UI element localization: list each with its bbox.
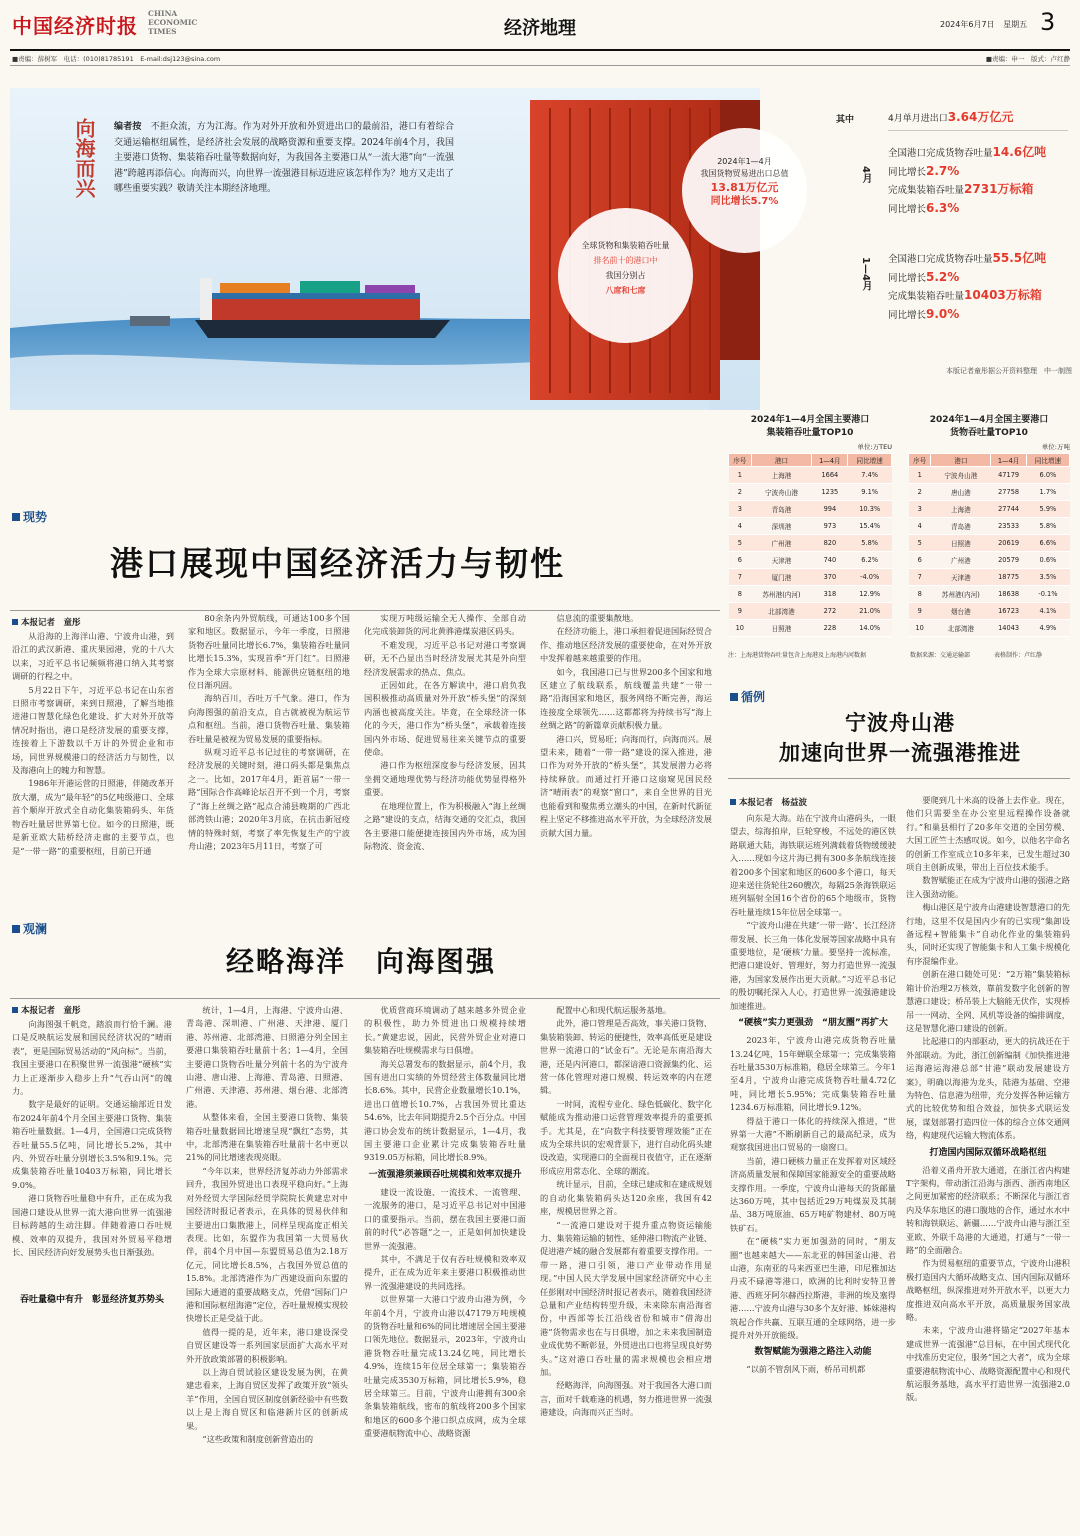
table-cell: 9 bbox=[729, 603, 752, 620]
paragraph: 海纳百川，吞吐万千气象。港口，作为向海图强的前沿支点，自古就被视为航运节点和枢纽。当前，港口货物吞吐量、集装箱吞吐量是被视为贸易发展的重要指标。 bbox=[188, 693, 350, 744]
table-cell: 4 bbox=[729, 518, 752, 535]
paragraph: 作为贸易枢纽的重要节点，宁波舟山港积极打造国内大循环战略支点、国内国际双循环战略枢纽，纵深推进对外开放水平，以更大力度推进双向高水平开放，高质量服务国家战略。 bbox=[906, 1258, 1070, 1323]
paragraph: 沿着义甬舟开放大通道，在浙江省内构建T字架构，带动浙江沿海与浙西、浙西南地区之间更加紧密的经济联系；不断深化与浙江省内及华东地区的港口腹地的合作，通过水水中转和海铁联运、新疆……宁波舟山港与浙江至亚欧、外联千岛港的大通道，打通与“一带一路”的全面融合。 bbox=[906, 1164, 1070, 1255]
table-cell: 973 bbox=[812, 518, 848, 535]
table-row bbox=[909, 501, 1070, 518]
table-cell: 上海港 bbox=[751, 467, 812, 484]
section-tag-xianshi: 现势 bbox=[12, 508, 47, 525]
hero-credit: 本版记者童彤据公开资料整理 中一制图 bbox=[946, 367, 1072, 375]
paragraph: “今年以来，世界经济复苏动力外部需求回升，我国外贸进出口表现平稳向好。”上海对外经贸大学国际经贸学院院长黄建忠对中国经济时报记者表示，在具体的贸易伙伴和主要进出口集散港上，同样呈现高度正相关表现。比如，东盟作为我国第一大贸易伙伴，前4个月中国—东盟贸易总值为2.18万亿元，同比增长8.5%，占我国外贸总值的15.8%。北部湾港作为广西建设面向东盟的国际大通道的重要战略支点，凭借“国际门户港和国际枢纽海港”定位，吞吐量规模实现较快增长正是受益于此。 bbox=[186, 1165, 348, 1324]
table-cell: 广州港 bbox=[931, 552, 991, 569]
table-cell: 深圳港 bbox=[751, 518, 812, 535]
article2-col-2 bbox=[186, 1004, 348, 1531]
table-cell: 15.4% bbox=[848, 518, 892, 535]
paragraph: 统计显示，目前，全球已建成和在建成规划的自动化集装箱码头达120余座，我国有42座，规模居世界之首。 bbox=[540, 1179, 712, 1217]
section-title: 经济地理 bbox=[504, 18, 576, 39]
table-cell: 1 bbox=[729, 467, 752, 484]
paragraph: 数字是最好的证明。交通运输部近日发布2024年前4个月全国主要港口货物、集装箱吞吐量数据。1—4月，全国港口完成货物吞吐量55.5亿吨，同比增长5.2%，其中内、外贸吞吐量分别增长3.5%和9.1%。完成集装箱吞吐量10403万标箱，同比增长9.0%。 bbox=[12, 1099, 172, 1190]
table-cell: 5.8% bbox=[848, 535, 892, 552]
infobar-rule bbox=[10, 65, 1070, 66]
paragraph: 从沿海的上海洋山港、宁波舟山港，到沿江的武汉新港、重庆果园港，党的十八大以来，习近平总书记频频将港口纳入其考察调研的行程之中。 bbox=[12, 631, 174, 682]
table-cell: 16723 bbox=[991, 603, 1027, 620]
table-row bbox=[909, 467, 1070, 484]
table-cell: 27744 bbox=[991, 501, 1027, 518]
paragraph: 1986年开港运营的日照港，伴随改革开放大潮，成为“最年轻”的5亿吨级港口、全球首个顺岸开放式全自动化集装箱码头、年货物吞吐量居世界第七位。如今的日照港，既是新亚欧大陆桥经济走廊的主要节点，也是“一带一路”的重要枢纽，目前已开通 bbox=[12, 778, 174, 856]
bubble-top-ports: 全球货物和集装箱吞吐量 排名前十的港口中 我国分别占 八席和七席 bbox=[558, 208, 693, 343]
paragraph: 以上海自贸试验区建设发展为例，在黄建忠看来，上海自贸区发挥了政策开放“领头羊”作用，全国自贸区制度创新经验中有些数以上是上海自贸区和临港新片区的创新成果。 bbox=[186, 1366, 348, 1431]
table-row bbox=[729, 518, 892, 535]
article3-subhead-1: “硬核”实力更强劲 “朋友圈”再扩大 bbox=[738, 1018, 888, 1029]
table-cell: 青岛港 bbox=[751, 501, 812, 518]
table-cell: 宁波舟山港 bbox=[751, 484, 812, 501]
table-cell: 820 bbox=[812, 535, 848, 552]
article3-byline: 本报记者 杨益波 bbox=[730, 796, 807, 808]
table-cell: 10 bbox=[729, 620, 752, 637]
paragraph: 2023年，宁波舟山港完成货物吞吐量13.24亿吨，15年蝉联全球第一；完成集装箱吞吐量3530万标准箱，稳居全球第三。今年1至4月，宁波舟山港完成货物吞吐量4.72亿吨，同比增长5.95%；完成集装箱吞吐量1234.6万标准箱，同比增长9.12%。 bbox=[730, 1035, 896, 1113]
container-table: 序号 港口 1—4月 同比增速 1 上海港 1664 7.4% 2 宁波舟山港 1235 9.1% 3 青岛港 994 10.3% 4 深圳港 973 15.4% 5 广州港 820 5.8% 6 天津港 740 6.2% 7 厦门港 370 -4.0% 8 苏州港(内河) 318 12.9% 9 北部湾港 272 21.0% 10 日照港 228 14.0% bbox=[728, 453, 892, 637]
table-cell: 天津港 bbox=[751, 552, 812, 569]
article2-subhead-2: 一流强港须兼顾吞吐规模和效率双提升 bbox=[368, 1169, 522, 1180]
table-cell: 228 bbox=[812, 620, 848, 637]
section-tag-guanlan: 观澜 bbox=[12, 920, 47, 937]
table-note-left: 注：上海港货物吞吐量包含上海港及上海港内河数据 bbox=[728, 652, 867, 659]
article3-col-2 bbox=[906, 794, 1070, 1531]
table-cell: 10 bbox=[909, 620, 931, 637]
table-cell: 1664 bbox=[812, 467, 848, 484]
table-cell: 23533 bbox=[991, 518, 1027, 535]
table-cell: 5 bbox=[909, 535, 931, 552]
article2-headline: 经略海洋 向海图强 bbox=[226, 945, 497, 978]
jan-apr-stats: 全国港口完成货物吞吐量55.5亿吨 同比增长5.2% 完成集装箱吞吐量10403万标箱 同比增长9.0% bbox=[888, 251, 1047, 321]
table-container-top10 bbox=[728, 414, 892, 637]
infobar-left: ■责编：薛树军 电话：(010)81785191 E-mail:dsj123@sina.com bbox=[12, 55, 221, 63]
article3-col-1 bbox=[730, 812, 896, 1531]
paragraph: 配置中心和现代航运服务基地。 bbox=[556, 1005, 672, 1015]
paragraph: 在“硬核”实力更加强劲的同时，“朋友圈”也越来越大——东北亚的韩国釜山港、君山港，东南亚的马来西亚巴生港，印尼雅加达丹戎不碌港等港口，欧洲的比利时安特卫普港、西班牙阿尔赫西拉斯港，非洲的埃及塞得港……宁波舟山港与30多个友好港、姊妹港构筑起合作共赢、互联互通的全球网络，进一步提升对外开放能级。 bbox=[730, 1236, 896, 1341]
masthead-rule bbox=[10, 49, 1070, 51]
masthead bbox=[0, 0, 1080, 48]
table-cell: 厦门港 bbox=[751, 569, 812, 586]
april-stats: 全国港口完成货物吞吐量14.6亿吨 同比增长2.7% 完成集装箱吞吐量2731万标箱 同比增长6.3% bbox=[888, 145, 1047, 215]
table-row bbox=[909, 484, 1070, 501]
table-cell: 7 bbox=[729, 569, 752, 586]
table-cell: 27758 bbox=[991, 484, 1027, 501]
table-cell: 14043 bbox=[991, 620, 1027, 637]
article2-subhead-1: 吞吐量稳中有升 彰显经济复苏势头 bbox=[19, 1295, 164, 1305]
paragraph: 不难发现，习近平总书记对港口考察调研，无不凸显出当时经济发展尤其是外向型经济发展需求的热点、焦点。 bbox=[364, 639, 526, 677]
table-cell: 宁波舟山港 bbox=[931, 467, 991, 484]
article1-headline: 港口展现中国经济活力与韧性 bbox=[110, 544, 565, 583]
paragraph: “一流港口建设对于提升重点物资运输能力、集装箱运输的韧性、延伸港口物流产业链、促进港产城的融合发展都有着重要支撑作用。一带一路，港口引领，港口产业带动作用显现。”中国人民大学发展中国家经济研究中心主任彭刚对中国经济时报记者表示，随着我国经济总量和产业结构转型升级，未来除东南沿海省份，中西部等长江沿线省份和城市“借海出港”货物需求也在与日俱增，加之未来我国制造业成优势不断彰显，外贸进出口也将呈现良好势头。”这对港口吞吐量的需求规模也会相应增加。 bbox=[540, 1219, 712, 1377]
april-trade: 4月单月进出口3.64万亿元 bbox=[888, 110, 1014, 124]
table-row bbox=[909, 586, 1070, 603]
table-cell: 青岛港 bbox=[931, 518, 991, 535]
paragraph: 此外，港口管理是否高效，事关港口货物、集装箱装卸、转运的便捷性，效率高低更是建设世界一流港口的“试金石”。无论是东南沿海大港，还是内河港口，都深谙港口资源集约化、运营一体化管理对港口规模、转运效率的内在逻辑。 bbox=[540, 1018, 712, 1096]
table-cell: 6.0% bbox=[1026, 467, 1069, 484]
paragraph: 向东是大海。站在宁波舟山港码头，一眼望去，综海拍岸，巨轮穿梭，不远处的港区铁路联通大陆，海铁联运班列满载着货物缓缓驶入……现如今这片海已拥有300多条航线连接着200多个国家和地区的600多个港口，每天迎来送往货轮往260艘次，每隔25条海铁联运班列辐射全国16个省份的65个地级市，货物吞吐量连续15年位居全球第一。 bbox=[730, 813, 896, 917]
table-cell: 4 bbox=[909, 518, 931, 535]
bubble-total-trade: 2024年1—4月 我国货物贸易进出口总值 13.81万亿元 同比增长5.7% bbox=[682, 128, 807, 253]
table-row bbox=[909, 569, 1070, 586]
table-cell: 10.3% bbox=[848, 501, 892, 518]
page-number: 3 bbox=[1040, 8, 1056, 36]
table-row bbox=[729, 620, 892, 637]
table-cell: 1235 bbox=[812, 484, 848, 501]
paragraph: 未来，宁波舟山港将锚定“2027年基本建成世界一流强港”总目标，在中国式现代化中找准历史定位，服务“国之大者”，成为全球重要港航物流中心、战略资源配置中心和现代航运服务基地，高水平打造世界一流强港2.0版。 bbox=[906, 1325, 1070, 1403]
table-cell: 7 bbox=[909, 569, 931, 586]
table-row bbox=[909, 603, 1070, 620]
table-cell: 5.8% bbox=[1026, 518, 1069, 535]
article1-byline: 本报记者 童彤 bbox=[12, 616, 81, 628]
table-cell: 苏州港(内河) bbox=[751, 586, 812, 603]
table-cell: 5 bbox=[729, 535, 752, 552]
hero-vertical-title: 向海而兴 bbox=[72, 118, 96, 198]
table-cell: 14.0% bbox=[848, 620, 892, 637]
paragraph: 要爬到几十米高的设备上去作业。现在，他们只需要坐在办公室里远程操作设备就行。”和巢县相行了20多年交道的全国劳模、大国工匠竺士杰感叹说。如今，以他名字命名的创新工作室成立10多年来，已发生超过30项自主创新成果，带出上百位技术能手。 bbox=[906, 795, 1070, 873]
table-cell: 北部湾港 bbox=[931, 620, 991, 637]
cargo-table: 序号 港口 1—4月 同比增速 1 宁波舟山港 47179 6.0% 2 唐山港 27758 1.7% 3 上海港 27744 5.9% 4 青岛港 23533 5.8% 5 日照港 20619 6.6% 6 广州港 20579 0.6% 7 天津港 18775 3.5% 8 苏州港(内河) 18638 -0.1% 9 烟台港 16723 4.1% 10 北部湾港 14043 4.9% bbox=[908, 453, 1070, 637]
paragraph: 信息流的重要集散地。 bbox=[556, 613, 639, 623]
table-cell: 烟台港 bbox=[931, 603, 991, 620]
table-row bbox=[729, 484, 892, 501]
table-cell: 4.1% bbox=[1026, 603, 1069, 620]
table-cell: 2 bbox=[909, 484, 931, 501]
table-cell: 18638 bbox=[991, 586, 1027, 603]
paragraph: 港口作为枢纽深度参与经济发展，因其坐拥交通地理优势与经济功能优势显得格外重要。 bbox=[364, 760, 526, 798]
paragraph: 正因如此，在各方解读中，港口肩负我国积极推动高质量对外开放“桥头堡”的深刻内涵也被高度关注。毕竟，在全球经济一体化的今天，港口作为“桥头堡”，承载着连接国内外市场、促进贸易往来关键节点的重要使命。 bbox=[364, 680, 526, 758]
paragraph: 得益于港口一体化的持续深入推进，“世界第一大港”不断刷新自己的最高纪录，成为观察我国进出口贸易的一扇窗口。 bbox=[730, 1115, 896, 1153]
article2-col-1b bbox=[12, 1326, 172, 1531]
paragraph: 如今，我国港口已与世界200多个国家和地区建立了航线联系，航线覆盖共建“一带一路”沿海国家和地区，服务网络不断完善，海运连接度全球领先……这都都将为持续书写“海上丝绸之路”的新篇章贡献积极力量。 bbox=[540, 666, 712, 731]
paragraph: 海关总署发布的数据显示，前4个月，我国有进出口实绩的外贸经营主体数量同比增长8.6%。其中，民营企业数量增长10.1%，进出口值增长10.7%，占我国外贸比重达54.6%，比去年同期提升2.5个百分点。中国港口协会发布的统计数据显示，1—4月，我国主要港口企业累计完成集装箱吞吐量9319.05万标箱，同比增长8.9%。 bbox=[364, 1058, 526, 1163]
table-cell: 3.5% bbox=[1026, 569, 1069, 586]
masthead-logo-en: CHINA ECONOMIC TIMES bbox=[148, 9, 198, 36]
article1-col-1 bbox=[12, 630, 174, 900]
paragraph: “这些政策和制度创新营造出的 bbox=[202, 1434, 314, 1444]
paragraph: 80余条内外贸航线，可通达100多个国家和地区。数据显示，今年一季度，日照港货物吞吐量同比增长6.7%，集装箱吞吐量同比增长15.3%，实现首季“开门红”。日照港作为全球大宗原材料、能源供应链枢纽的地位日渐巩固。 bbox=[188, 613, 350, 691]
table-row bbox=[729, 586, 892, 603]
table-cell: 272 bbox=[812, 603, 848, 620]
table-cell: 1 bbox=[909, 467, 931, 484]
stats-panel bbox=[836, 92, 1072, 392]
table-cargo-top10 bbox=[908, 414, 1070, 637]
table-cell: 12.9% bbox=[848, 586, 892, 603]
table-cell: 5.9% bbox=[1026, 501, 1069, 518]
table-cell: 苏州港(内河) bbox=[931, 586, 991, 603]
section-tag-xunli: 循例 bbox=[730, 688, 765, 705]
table-cell: 上海港 bbox=[931, 501, 991, 518]
article1-col-2 bbox=[188, 612, 350, 900]
paragraph: “宁波舟山港在共建‘一带一路’、长江经济带发展、长三角一体化发展等国家战略中具有重要地位，是‘硬核’力量。要坚持一流标准，把港口建设好、管理好，努力打造世界一流强港，为国家发展作出更大贡献。”习近平总书记的殷切嘱托深入人心，打造世界一流强港建设加速推进。 bbox=[730, 920, 896, 1011]
table-cell: 6 bbox=[909, 552, 931, 569]
table-cell: 9.1% bbox=[848, 484, 892, 501]
table-title: 2024年1—4月全国主要港口 集装箱吞吐量TOP10 bbox=[750, 415, 870, 438]
among-label: 其中 bbox=[836, 115, 855, 125]
table-cell: 18775 bbox=[991, 569, 1027, 586]
table-row bbox=[729, 535, 892, 552]
table-cell: 370 bbox=[812, 569, 848, 586]
paragraph: 经略海洋，向海图强。对于我国各大港口而言，面对千载难逢的机遇，努力推进世界一流强港建设，向海而兴正当时。 bbox=[540, 1380, 712, 1418]
table-row bbox=[729, 603, 892, 620]
article3-subhead-3: 打造国内国际双循环战略枢纽 bbox=[929, 1147, 1047, 1158]
table-row bbox=[909, 518, 1070, 535]
table-cell: 6.6% bbox=[1026, 535, 1069, 552]
table-unit: 单位:万TEU bbox=[857, 443, 892, 451]
article1-col-4 bbox=[540, 612, 712, 900]
paragraph: 一时间，流程专业化、绿色低碳化、数字化赋能成为推动港口运营管理效率提升的重要抓手。尤其是，在“向数字科技要管理效能”正在成为全球共识的宏观背景下，进行自动化码头建设改造，实现港口的全面视日夜值守，正在逐渐形成应用常态化、全球的潮流。 bbox=[540, 1098, 712, 1176]
table-row bbox=[909, 552, 1070, 569]
infobar-right: ■责编：申一 版式：卢红静 bbox=[985, 55, 1070, 63]
table-cell: 20619 bbox=[991, 535, 1027, 552]
issue-date: 2024年6月7日 星期五 bbox=[940, 20, 1028, 29]
article3-headline: 宁波舟山港 加速向世界一流强港推进 bbox=[779, 710, 1021, 765]
table-cell: 1.7% bbox=[1026, 484, 1069, 501]
article2-col-1 bbox=[12, 1018, 172, 1288]
jan-apr-label: 1—4月 bbox=[860, 257, 871, 291]
article2-byline: 本报记者 童彤 bbox=[12, 1004, 81, 1016]
table-note-right: 数据来源：交通运输部 表格制作：卢红静 bbox=[910, 652, 1043, 659]
table-row bbox=[729, 552, 892, 569]
table-cell: 日照港 bbox=[751, 620, 812, 637]
table-row bbox=[729, 467, 892, 484]
editor-note: 编者按 不拒众流，方为江海。作为对外开放和外贸进出口的最前沿，港口有着综合交通运输枢纽属性，是经济社会发展的战略资源和重要支撑。2024年前4个月，我国主要港口货物、集装箱吞吐量等数据向好，为我国各主要港口从“一流大港”向“一流强港”跨越再添信心。向海而兴，向世界一流强港目标迈进应该怎样作为？地方又走出了哪些重要实践？敬请关注本期经济地理。 bbox=[114, 122, 454, 194]
paragraph: 建设一流设施、一流技术、一流管理、一流服务的港口，是习近平总书记对中国港口的重要指示。当前，摆在我国主要港口面前的时代“必答题”之一，正是如何加快建设世界一流强港。 bbox=[364, 1186, 526, 1251]
table-row bbox=[729, 569, 892, 586]
table-row bbox=[729, 501, 892, 518]
table-cell: 3 bbox=[729, 501, 752, 518]
table-row bbox=[909, 620, 1070, 637]
paragraph: 港口货物吞吐量稳中有升，正在成为我国港口建设从世界一流大港向世界一流强港目标跨越的生动注脚。伴随着港口吞吐规模、效率的双提升，我国对外贸易平稳增长、国民经济向好发展势头也日渐强劲。 bbox=[12, 1193, 172, 1257]
paragraph: 数智赋能正在成为宁波舟山港的强港之路注入强劲动能。 bbox=[906, 875, 1070, 899]
table-cell: 北部湾港 bbox=[751, 603, 812, 620]
article3-subhead-2: 数智赋能为强港之路注入动能 bbox=[754, 1347, 872, 1358]
table-cell: 4.9% bbox=[1026, 620, 1069, 637]
table-cell: 21.0% bbox=[848, 603, 892, 620]
paragraph: 梅山港区是宁波舟山港建设智慧港口的先行地，这里不仅是国内少有的已实现“集卸设备远程+智能集卡”自动化作业的集装箱码头，同时还实现了智能集卡和人工集卡规模化有序混编作业。 bbox=[906, 902, 1070, 966]
paragraph: 从整体来看，全国主要港口货物、集装箱吞吐量数据回比增速呈现“飘红”态势，其中，北部湾港在集装箱吞吐量前十名中更以21%的同比增速表现亮眼。 bbox=[186, 1112, 348, 1163]
table-cell: 广州港 bbox=[751, 535, 812, 552]
table-cell: 9 bbox=[909, 603, 931, 620]
paragraph: 值得一提的是，近年来，港口建设深受自贸区建设等一系列国家层面扩大高水平对外开放政策部署的积极影响。 bbox=[186, 1326, 348, 1364]
april-label: 4月 bbox=[860, 166, 871, 183]
table-cell: 2 bbox=[729, 484, 752, 501]
table-unit: 单位:万吨 bbox=[1041, 443, 1070, 451]
paragraph: 其中，不满足于仅有吞吐规模和效率双提升，正在成为近年来主要港口积极推动世界一流强港建设的共同选择。 bbox=[364, 1253, 526, 1291]
paragraph: 实现万吨级运输全无人操作、全部自动化完成装卸货的河北黄骅港煤炭港区码头。 bbox=[364, 613, 526, 637]
table-cell: 20579 bbox=[991, 552, 1027, 569]
table-cell: 740 bbox=[812, 552, 848, 569]
article2-col-4 bbox=[540, 1004, 712, 1531]
table-cell: 994 bbox=[812, 501, 848, 518]
paragraph: 当前，港口硬核力量正在发挥着对区域经济高质量发展和保障国家能源安全的重要战略支撑作用。一季度，宁波舟山港每天的货邮量达360万吨，其中包括近29万吨煤炭及其制品、38万吨原油、65万吨矿物建材、80万吨铁矿石。 bbox=[730, 1155, 896, 1233]
table-cell: -0.1% bbox=[1026, 586, 1069, 603]
table-cell: 日照港 bbox=[931, 535, 991, 552]
table-cell: 0.6% bbox=[1026, 552, 1069, 569]
paragraph: 5月22日下午，习近平总书记在山东省日照市考察调研，来到日照港，了解当地推进港口智慧化绿色化建设、扩大对外开放等情况时指出，港口是经济发展的重要支撑，连接着上下游数以千万计的外贸企业和市场，同世界规模港口的经济活力与韧性，以及海港向上的魄力和智慧。 bbox=[12, 684, 174, 776]
table-row bbox=[909, 535, 1070, 552]
table-cell: 6.2% bbox=[848, 552, 892, 569]
paragraph: 在地理位置上，作为积极融入“海上丝绸之路”建设的支点，结海交通的交汇点，我国各主要港口能便捷连接国内外市场，成为国际物流、资金流、 bbox=[364, 800, 526, 851]
paragraph: 以世界第一大港口宁波舟山港为例，今年前4个月，宁波舟山港以47179万吨规模的货物吞吐量和6%的同比增速居全国主要港口领先地位。数据显示，2023年，宁波舟山港货物吞吐量完成13.24亿吨，同比增长4.9%，连续15年位居全球第一；集装箱吞吐量完成3530万标箱，同比增长5.9%，稳居全球第三。目前，宁波舟山港拥有300余条集装箱航线，密布的航线将200多个国家和地区的600多个港口织点成网，成为全球重要港航物流中心、战略资源 bbox=[364, 1294, 526, 1439]
paragraph: 向海图强千帆竞，踏浪而行恰千澜。港口是反映航运发展和国民经济状况的“晴雨表”，更是国际贸易活动的“风向标”。当前，我国主要港口在积聚世界一流强港“硬核”实力上正逐渐步入稳步上升“气吞山河”的魄力。 bbox=[12, 1019, 172, 1097]
masthead-logo: 中国经济时报 bbox=[12, 14, 138, 38]
paragraph: 优质营商环境调动了越来越多外贸企业的积极性，助力外贸进出口规模持续增长。”黄建忠说，因此，民营外贸企业对港口集装箱吞吐规模需求与日俱增。 bbox=[364, 1005, 526, 1056]
paragraph: “以前不管刮风下雨，桥吊司机都 bbox=[746, 1364, 866, 1375]
article2-col-3 bbox=[364, 1004, 526, 1531]
paragraph: 创新在港口随处可见：“2万箱”集装箱标箱计价治理2万核效，靠前发数字化创新的智慧港口建设；桥吊装上大脑能无伏作，实现桥吊一一网动、全网、风机等设备的编排调度，这是智慧化港口建设的创新。 bbox=[906, 969, 1070, 1033]
paragraph: 在经济功能上，港口承担着促进国际经贸合作、推动地区经济发展的重要使命，在对外开放中发挥着越来越重要的作用。 bbox=[540, 626, 712, 664]
table-cell: 318 bbox=[812, 586, 848, 603]
table-cell: 7.4% bbox=[848, 467, 892, 484]
paragraph: 比起港口的内部驱动，更大的抗战还在于外部联动。为此，浙江创新编制《加快推进港运海港运海港总部“甘港”联动发展建设方案》，明确以海港为龙头，陆港为基础、空港为特色、信息港为纽带，充分发挥各种运输方式的比较优势和组合效益，加快多式联运发展，谋划部署打造四位一体的综合立体交通网络，构建现代运输大物流体系。 bbox=[906, 1036, 1070, 1141]
table-title: 2024年1—4月全国主要港口 货物吞吐量TOP10 bbox=[929, 415, 1049, 438]
paragraph: 统计，1—4月，上海港、宁波舟山港、青岛港、深圳港、广州港、天津港、厦门港、苏州港、北部湾港、日照港分列全国主要港口集装箱吞吐量前十名；1—4月，全国主要港口货物吞吐量分列前十名的为宁波舟山港、唐山港、上海港、青岛港、日照港、广州港、天津港、苏州港、烟台港、北部湾港。 bbox=[186, 1005, 348, 1109]
paragraph: 纵观习近平总书记过往的考察调研，在经济发展的关键时刻，港口码头都是集焦点之一。比如，2017年4月，距首届“一带一路”国际合作高峰论坛召开不到一个月，考察了“海上丝绸之路”起点合浦县晚期的广西北部湾铁山港；2020年3月底，在抗击新冠疫情的特殊时刻，考察了率先恢复生产的宁波舟山港；2023年5月11日，考察了可 bbox=[188, 747, 350, 851]
table-cell: 3 bbox=[909, 501, 931, 518]
table-cell: -4.0% bbox=[848, 569, 892, 586]
paragraph: 港口兴，贸易旺；向海而行，向海而兴。展望未来，随着“一带一路”建设的深入推进，港口作为对外开放的“桥头堡”，其发展潜力必将持续释放。而通过打开港口这扇窥见国民经济“晴雨表”的观察“窗口”，来自全世界的目光也能看到和聚焦勇立潮头的中国，在新时代新征程上坚定不移推进高水平开放，为全球经济发展贡献大国力量。 bbox=[540, 733, 712, 838]
table-cell: 8 bbox=[729, 586, 752, 603]
article1-col-3 bbox=[364, 612, 526, 900]
table-cell: 6 bbox=[729, 552, 752, 569]
table-cell: 8 bbox=[909, 586, 931, 603]
table-cell: 唐山港 bbox=[931, 484, 991, 501]
table-cell: 天津港 bbox=[931, 569, 991, 586]
table-cell: 47179 bbox=[991, 467, 1027, 484]
